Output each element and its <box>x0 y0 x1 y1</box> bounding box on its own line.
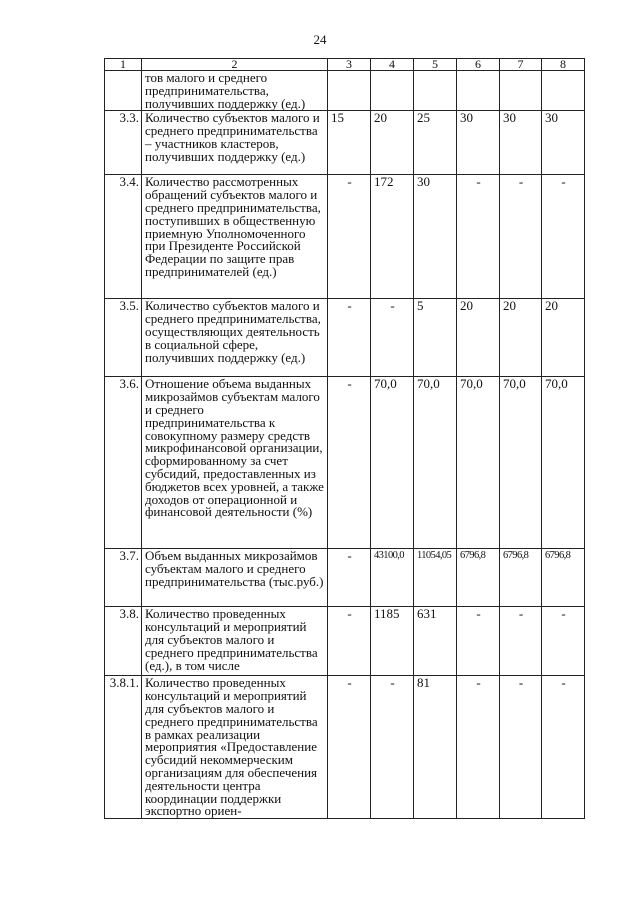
value-col-8: 30 <box>542 111 585 175</box>
value-col-5: 11054,05 <box>414 549 457 607</box>
value-col-3: - <box>328 175 371 299</box>
value-col-4: - <box>371 299 414 377</box>
value-col-7: 70,0 <box>500 377 542 549</box>
value-col-5: 81 <box>414 676 457 819</box>
header-cell: 2 <box>142 59 328 71</box>
value-col-3: 15 <box>328 111 371 175</box>
value-col-4: 172 <box>371 175 414 299</box>
value-col-7: - <box>500 607 542 676</box>
row-number: 3.7. <box>105 549 142 607</box>
row-number: 3.8.1. <box>105 676 142 819</box>
value-col-3: - <box>328 377 371 549</box>
table-header-row <box>105 59 585 71</box>
row-description: тов малого и среднего предпринимательства, получивших поддержку (ед.) <box>142 71 328 111</box>
value-col-8: - <box>542 175 585 299</box>
row-description: Объем выданных микрозаймов субъектам малого и среднего предпринимательства (тыс.руб.) <box>142 549 328 607</box>
value-col-6: - <box>457 676 500 819</box>
value-col-5: 5 <box>414 299 457 377</box>
value-col-7: 30 <box>500 111 542 175</box>
value-col-6: 20 <box>457 299 500 377</box>
row-description: Количество проведенных консультаций и мероприятий для субъектов малого и среднего предпринимательства в рамках реализации мероприятия «Предоставление субсидий некоммерческим организациям для обеспечения деятельности центра координации поддержки экспортно ориен- <box>142 676 328 819</box>
value-col-3 <box>328 71 371 111</box>
row-number: 3.5. <box>105 299 142 377</box>
header-cell: 5 <box>414 59 457 71</box>
header-cell: 1 <box>105 59 142 71</box>
value-col-5 <box>414 71 457 111</box>
value-col-4: - <box>371 676 414 819</box>
value-col-6: 30 <box>457 111 500 175</box>
table-row <box>105 549 585 607</box>
value-col-3: - <box>328 676 371 819</box>
table-row <box>105 71 585 111</box>
value-col-7: - <box>500 676 542 819</box>
value-col-7: - <box>500 175 542 299</box>
page-number: 24 <box>313 32 327 47</box>
header-cell: 8 <box>542 59 585 71</box>
value-col-6: - <box>457 175 500 299</box>
value-col-4: 70,0 <box>371 377 414 549</box>
table-row <box>105 377 585 549</box>
row-number: 3.6. <box>105 377 142 549</box>
value-col-5: 631 <box>414 607 457 676</box>
value-col-6: 70,0 <box>457 377 500 549</box>
value-col-5: 30 <box>414 175 457 299</box>
value-col-5: 70,0 <box>414 377 457 549</box>
value-col-8: - <box>542 676 585 819</box>
value-col-8 <box>542 71 585 111</box>
value-col-3: - <box>328 299 371 377</box>
value-col-8: 6796,8 <box>542 549 585 607</box>
table-row <box>105 111 585 175</box>
value-col-7: 6796,8 <box>500 549 542 607</box>
row-number: 3.3. <box>105 111 142 175</box>
value-col-4: 43100,0 <box>371 549 414 607</box>
table-row <box>105 299 585 377</box>
row-number <box>105 71 142 111</box>
value-col-8: 20 <box>542 299 585 377</box>
value-col-4: 20 <box>371 111 414 175</box>
value-col-5: 25 <box>414 111 457 175</box>
row-description: Количество субъектов малого и среднего предпринимательства – участников кластеров, получивших поддержку (ед.) <box>142 111 328 175</box>
row-number: 3.8. <box>105 607 142 676</box>
row-description: Количество проведенных консультаций и мероприятий для субъектов малого и среднего предпринимательства (ед.), в том числе <box>142 607 328 676</box>
table-row <box>105 676 585 819</box>
value-col-6: - <box>457 607 500 676</box>
value-col-3: - <box>328 607 371 676</box>
row-number: 3.4. <box>105 175 142 299</box>
table-row <box>105 175 585 299</box>
value-col-6 <box>457 71 500 111</box>
row-description: Количество рассмотренных обращений субъектов малого и среднего предпринимательства, поступивших в общественную приемную Уполномоченного при Президенте Российской Федерации по защите прав предпринимателей (ед.) <box>142 175 328 299</box>
table-row <box>105 607 585 676</box>
value-col-3: - <box>328 549 371 607</box>
header-cell: 6 <box>457 59 500 71</box>
header-cell: 7 <box>500 59 542 71</box>
header-cell: 4 <box>371 59 414 71</box>
value-col-8: 70,0 <box>542 377 585 549</box>
value-col-4 <box>371 71 414 111</box>
indicators-table <box>104 58 585 819</box>
row-description: Количество субъектов малого и среднего предпринимательства, осуществляющих деятельность в социальной сфере, получивших поддержку (ед.) <box>142 299 328 377</box>
value-col-7: 20 <box>500 299 542 377</box>
value-col-8: - <box>542 607 585 676</box>
value-col-7 <box>500 71 542 111</box>
header-cell: 3 <box>328 59 371 71</box>
value-col-6: 6796,8 <box>457 549 500 607</box>
value-col-4: 1185 <box>371 607 414 676</box>
row-description: Отношение объема выданных микрозаймов субъектам малого и среднего предпринимательства к совокупному размеру средств микрофинансовой организации, сформированному за счет субсидий, предоставленных из бюджетов всех уровней, а также доходов от операционной и финансовой деятельности (%) <box>142 377 328 549</box>
